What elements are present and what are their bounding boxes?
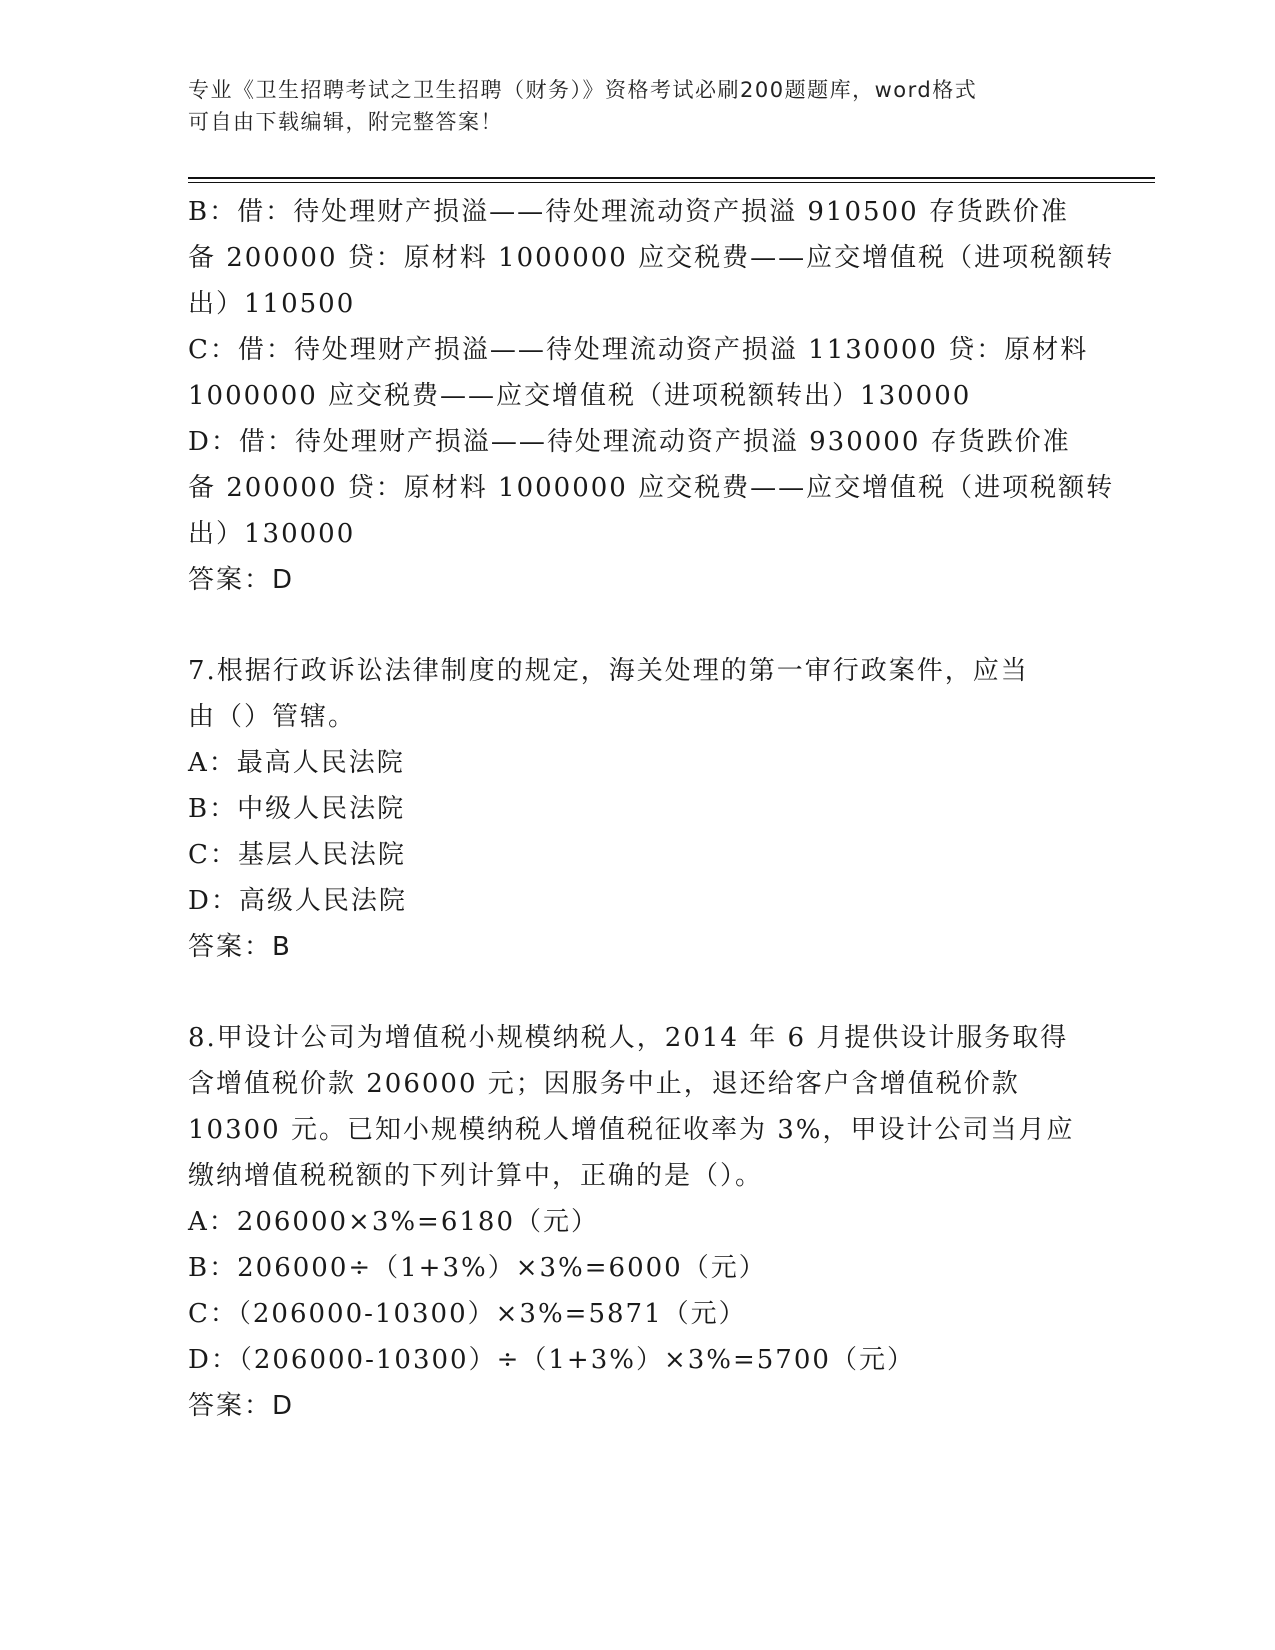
question-stem: 含增值税价款 206000 元；因服务中止，退还给客户含增值税价款: [188, 1069, 1020, 1099]
header-line-1: 专业《卫生招聘考试之卫生招聘（财务）》资格考试必刷200题题库，word格式: [188, 78, 978, 102]
answer: 答案：D: [188, 565, 295, 595]
option-c: C：（206000-10300）×3%=5871（元）: [188, 1299, 747, 1329]
question-stem: 由（）管辖。: [188, 702, 357, 732]
option-a: A：206000×3%=6180（元）: [188, 1207, 600, 1237]
question-stem: 7.根据行政诉讼法律制度的规定，海关处理的第一审行政案件，应当: [188, 656, 1029, 686]
option-line: B：借：待处理财产损溢——待处理流动资产损溢 910500 存货跌价准: [188, 197, 1069, 227]
option-line: 备 200000 贷：原材料 1000000 应交税费——应交增值税（进项税额转: [188, 473, 1115, 503]
answer: 答案：D: [188, 1391, 295, 1421]
option-b: B：206000÷（1+3%）×3%=6000（元）: [188, 1253, 767, 1283]
question-stem: 8.甲设计公司为增值税小规模纳税人，2014 年 6 月提供设计服务取得: [188, 1023, 1069, 1053]
option-line: 备 200000 贷：原材料 1000000 应交税费——应交增值税（进项税额转: [188, 243, 1115, 273]
question-8: [188, 1015, 1088, 1429]
option-line: D：借：待处理财产损溢——待处理流动资产损溢 930000 存货跌价准: [188, 427, 1071, 457]
document-header: [188, 74, 1068, 138]
option-c: [188, 327, 1088, 419]
option-d: D：高级人民法院: [188, 886, 407, 916]
prev-question: [188, 189, 1115, 603]
option-line: 1000000 应交税费——应交增值税（进项税额转出）130000: [188, 381, 972, 411]
option-c: C：基层人民法院: [188, 840, 406, 870]
option-d: D：（206000-10300）÷（1+3%）×3%=5700（元）: [188, 1345, 915, 1375]
option-b: B：中级人民法院: [188, 794, 406, 824]
option-line: 出）130000: [188, 519, 356, 549]
answer: 答案：B: [188, 932, 292, 962]
option-d: [188, 419, 1115, 557]
option-line: 出）110500: [188, 289, 356, 319]
question-stem: 10300 元。已知小规模纳税人增值税征收率为 3%，甲设计公司当月应: [188, 1115, 1075, 1145]
option-a: A：最高人民法院: [188, 748, 405, 778]
option-line: C：借：待处理财产损溢——待处理流动资产损溢 1130000 贷：原材料: [188, 335, 1089, 365]
header-line-2: 可自由下载编辑，附完整答案！: [188, 110, 503, 134]
header-divider-thin: [188, 182, 1155, 183]
header-divider-thick: [188, 177, 1155, 179]
document-body: [188, 189, 1115, 1429]
question-7: [188, 648, 1088, 970]
question-stem: 缴纳增值税税额的下列计算中，正确的是（）。: [188, 1161, 764, 1191]
option-b: [188, 189, 1115, 327]
